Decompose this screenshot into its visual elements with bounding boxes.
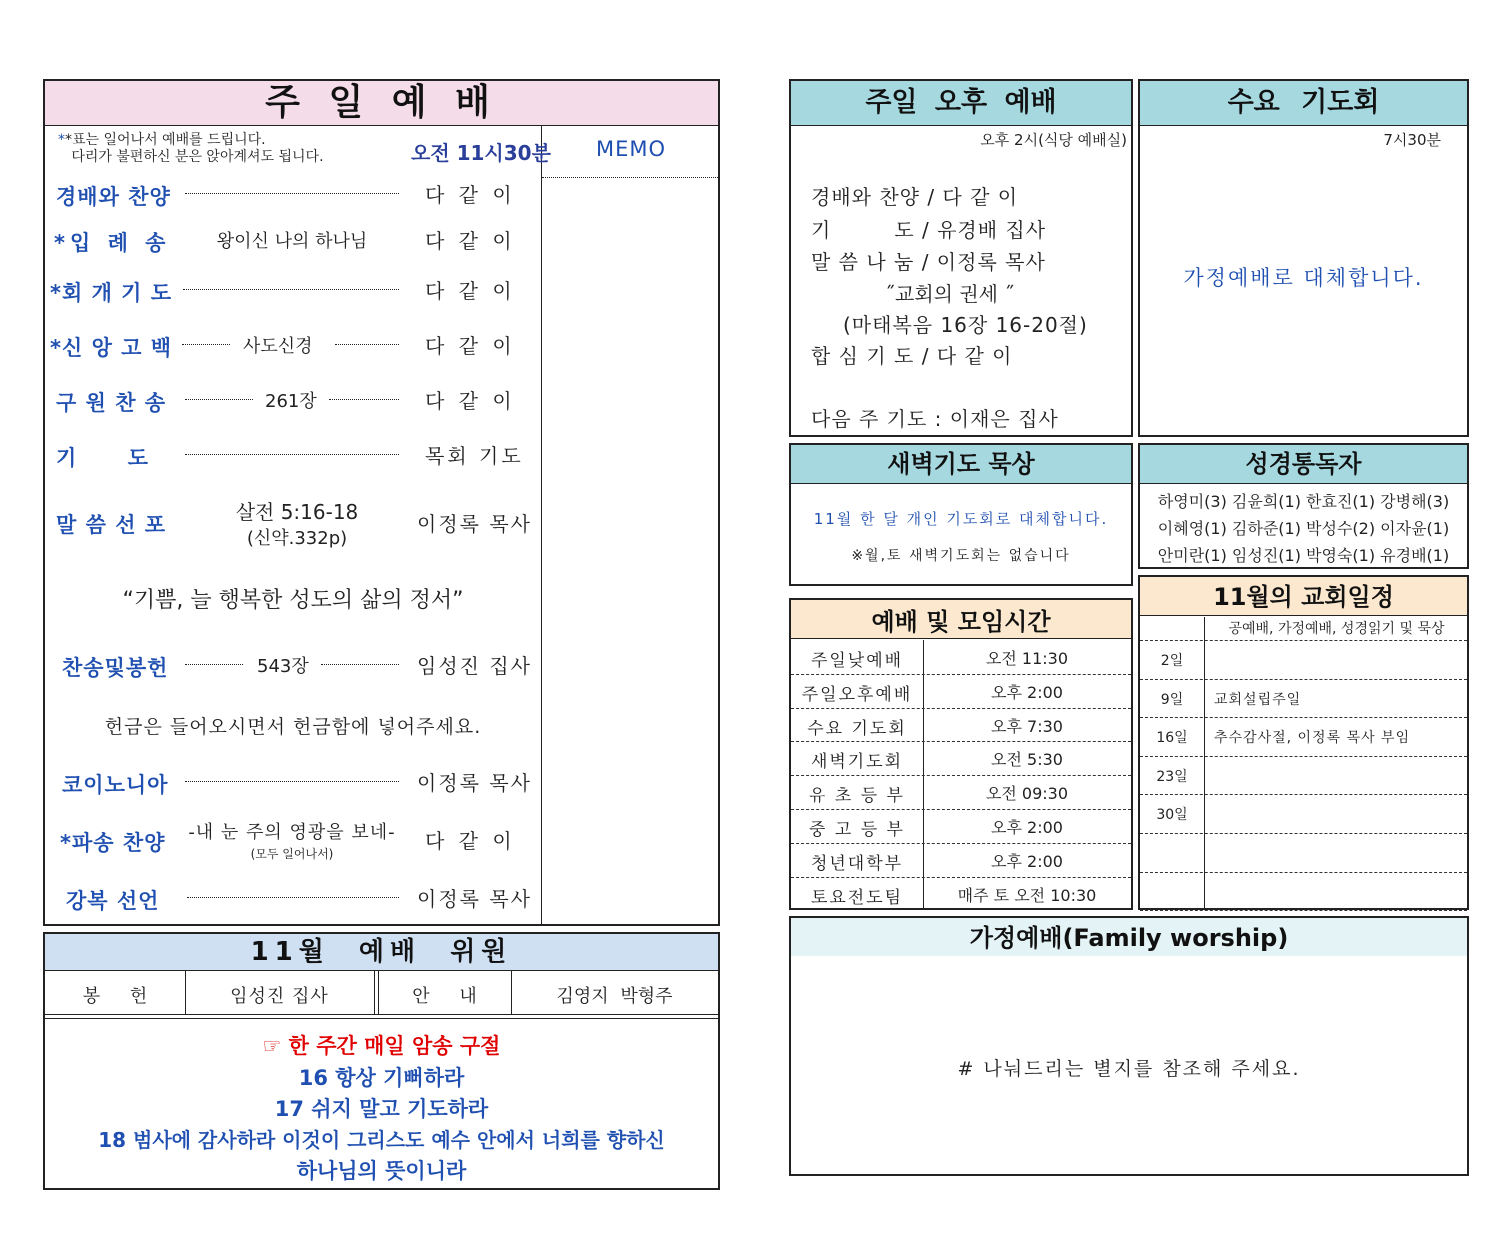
times-value: 오후 2:00 (991, 818, 1063, 837)
calendar-date: 16일 (1156, 730, 1188, 747)
order-leader: 다 같 이 (425, 829, 516, 853)
dawn-prayer-panel (789, 443, 1133, 586)
calendar-title: 11월의 교회일정 (1140, 577, 1467, 615)
times-value: 오후 7:30 (991, 716, 1063, 736)
sermon-title: “기쁨, 늘 행복한 성도의 삶의 정서” (122, 588, 464, 613)
times-value: 오후 2:00 (991, 851, 1063, 871)
order-label: 경배와 찬양 (56, 185, 171, 209)
times-label: 주일오후예배 (801, 684, 913, 705)
memory-verse-line: 16 항상 기뻐하라 (298, 1066, 465, 1090)
standing-note: **표는 일어나서 예배를 드립니다. 다리가 불편하신 분은 앉아계셔도 됩니다. (58, 132, 324, 165)
order-leader: 다 같 이 (425, 389, 516, 413)
committee-cell: 김영지 박형주 (556, 986, 673, 1007)
calendar-header: 공예배, 가정예배, 성경읽기 및 묵상 (1228, 621, 1445, 637)
wednesday-time: 7시30분 (1383, 131, 1441, 149)
meeting-times-panel (789, 598, 1133, 910)
times-label: 수요 기도회 (807, 718, 907, 739)
family-title: 가정예배(Family worship) (791, 918, 1467, 956)
readers-title: 성경통독자 (1140, 445, 1467, 483)
times-value: 오전 09:30 (985, 784, 1069, 804)
dawn-title: 새벽기도 묵상 (791, 445, 1131, 483)
service-time: 오전 11시30분 (411, 141, 551, 165)
committee-title: 11월 예배 위원 (45, 934, 718, 970)
wednesday-title: 수요 기도회 (1140, 81, 1467, 125)
calendar-date: 30일 (1156, 807, 1188, 824)
order-label: 찬송및봉헌 (62, 656, 169, 680)
readers-row: 안미란(1) 임성진(1) 박영숙(1) 유경배(1) (1157, 546, 1450, 565)
family-message: # 나눠드리는 별지를 참조해 주세요. (957, 1058, 1301, 1080)
order-content-sub: (신약.332p) (246, 528, 348, 549)
order-content: 사도신경 (243, 336, 313, 357)
order-label: 코이노니아 (62, 773, 169, 797)
times-label: 중 고 등 부 (809, 820, 905, 840)
order-content: -내 눈 주의 영광을 보네- (188, 822, 396, 843)
order-content-sub: (모두 일어나서) (250, 847, 334, 861)
times-label: 주일낮예배 (810, 651, 904, 671)
order-leader: 다 같 이 (425, 334, 516, 358)
times-value: 오후 2:00 (991, 682, 1063, 702)
dawn-line: 11월 한 달 개인 기도회로 대체합니다. (813, 510, 1109, 528)
wednesday-message: 가정예배로 대체합니다. (1183, 266, 1424, 290)
sunday-worship-title: 주 일 예 배 (45, 81, 718, 125)
afternoon-line: 합 심 기 도 / 다 같 이 (811, 344, 1013, 368)
calendar-date: 23일 (1156, 768, 1188, 785)
calendar-event: 교회설립주일 (1214, 691, 1302, 708)
times-label: 유 초 등 부 (809, 786, 905, 807)
readers-row: 하영미(3) 김윤희(1) 한효진(1) 강병해(3) (1157, 492, 1450, 511)
readers-row: 이혜영(1) 김하준(1) 박성수(2) 이자윤(1) (1157, 519, 1450, 538)
committee-cell: 안 내 (412, 986, 477, 1007)
order-label: *회 개 기 도 (50, 281, 173, 305)
times-label: 새벽기도회 (810, 752, 904, 773)
times-label: 청년대학부 (810, 853, 904, 874)
wednesday-prayer-panel (1138, 79, 1469, 437)
order-content: 261장 (265, 391, 317, 412)
committee-cell: 임성진 집사 (230, 986, 329, 1007)
times-value: 오전 11:30 (985, 649, 1069, 668)
memory-verse-line: 18 범사에 감사하라 이것이 그리스도 예수 안에서 너희를 향하신 (98, 1128, 665, 1152)
memory-verse-heading: ☞ 한 주간 매일 암송 구절 (262, 1034, 501, 1058)
order-label: 강복 선언 (66, 889, 160, 913)
times-title: 예배 및 모임시간 (791, 600, 1131, 638)
order-leader: 임성진 집사 (417, 654, 532, 678)
order-leader: 다 같 이 (425, 229, 516, 253)
order-leader: 다 같 이 (425, 183, 516, 207)
memory-verse-line: 17 쉬지 말고 기도하라 (274, 1097, 489, 1121)
afternoon-title: 주일 오후 예배 (791, 81, 1131, 125)
committee-panel (43, 932, 720, 1190)
afternoon-line: 경배와 찬양 / 다 같 이 (811, 185, 1019, 209)
order-label: *파송 찬양 (60, 831, 166, 855)
order-content: 왕이신 나의 하나님 (216, 231, 368, 252)
calendar-event: 추수감사절, 이정록 목사 부임 (1214, 730, 1411, 747)
afternoon-line: 기 도 / 유경배 집사 (811, 218, 1047, 242)
order-label: *신 앙 고 백 (50, 336, 173, 360)
order-label: 구 원 찬 송 (56, 391, 167, 415)
committee-cell: 봉 헌 (82, 986, 148, 1007)
dawn-line: ※월,토 새벽기도회는 없습니다 (851, 548, 1071, 564)
afternoon-line: 다음 주 기도 : 이재은 집사 (811, 407, 1059, 431)
times-label: 토요전도팀 (810, 887, 904, 908)
sunday-worship-panel (43, 79, 720, 926)
order-leader: 목회 기도 (425, 444, 524, 468)
order-content: 살전 5:16-18 (235, 500, 359, 524)
bible-readers-panel (1138, 443, 1469, 569)
afternoon-time: 오후 2시(식당 예배실) (980, 131, 1127, 149)
order-leader: 다 같 이 (425, 279, 516, 303)
calendar-date: 2일 (1160, 653, 1184, 669)
order-content: 543장 (257, 656, 309, 677)
order-leader: 이정록 목사 (417, 771, 532, 795)
afternoon-line: ˝교회의 권세 ˝ (885, 282, 1015, 306)
memory-verse-line: 하나님의 뜻이니라 (296, 1159, 467, 1183)
times-value: 매주 토 오전 10:30 (957, 885, 1097, 905)
afternoon-line: 말 씀 나 눔 / 이정록 목사 (811, 250, 1046, 274)
afternoon-line: (마태복음 16장 16-20절) (843, 313, 1088, 337)
calendar-date: 9일 (1160, 691, 1184, 708)
order-label: 기 도 (56, 446, 150, 470)
family-worship-panel (789, 916, 1469, 1176)
afternoon-worship-panel (789, 79, 1133, 437)
times-value: 오전 5:30 (991, 750, 1063, 770)
church-calendar-panel (1138, 575, 1469, 910)
order-leader: 이정록 목사 (417, 512, 532, 536)
order-label: 말 씀 선 포 (56, 513, 167, 537)
order-label: *입 례 송 (54, 231, 171, 255)
memo-label: MEMO (595, 137, 667, 161)
order-leader: 이정록 목사 (417, 887, 532, 911)
offering-note: 헌금은 들어오시면서 헌금함에 넣어주세요. (104, 716, 482, 738)
